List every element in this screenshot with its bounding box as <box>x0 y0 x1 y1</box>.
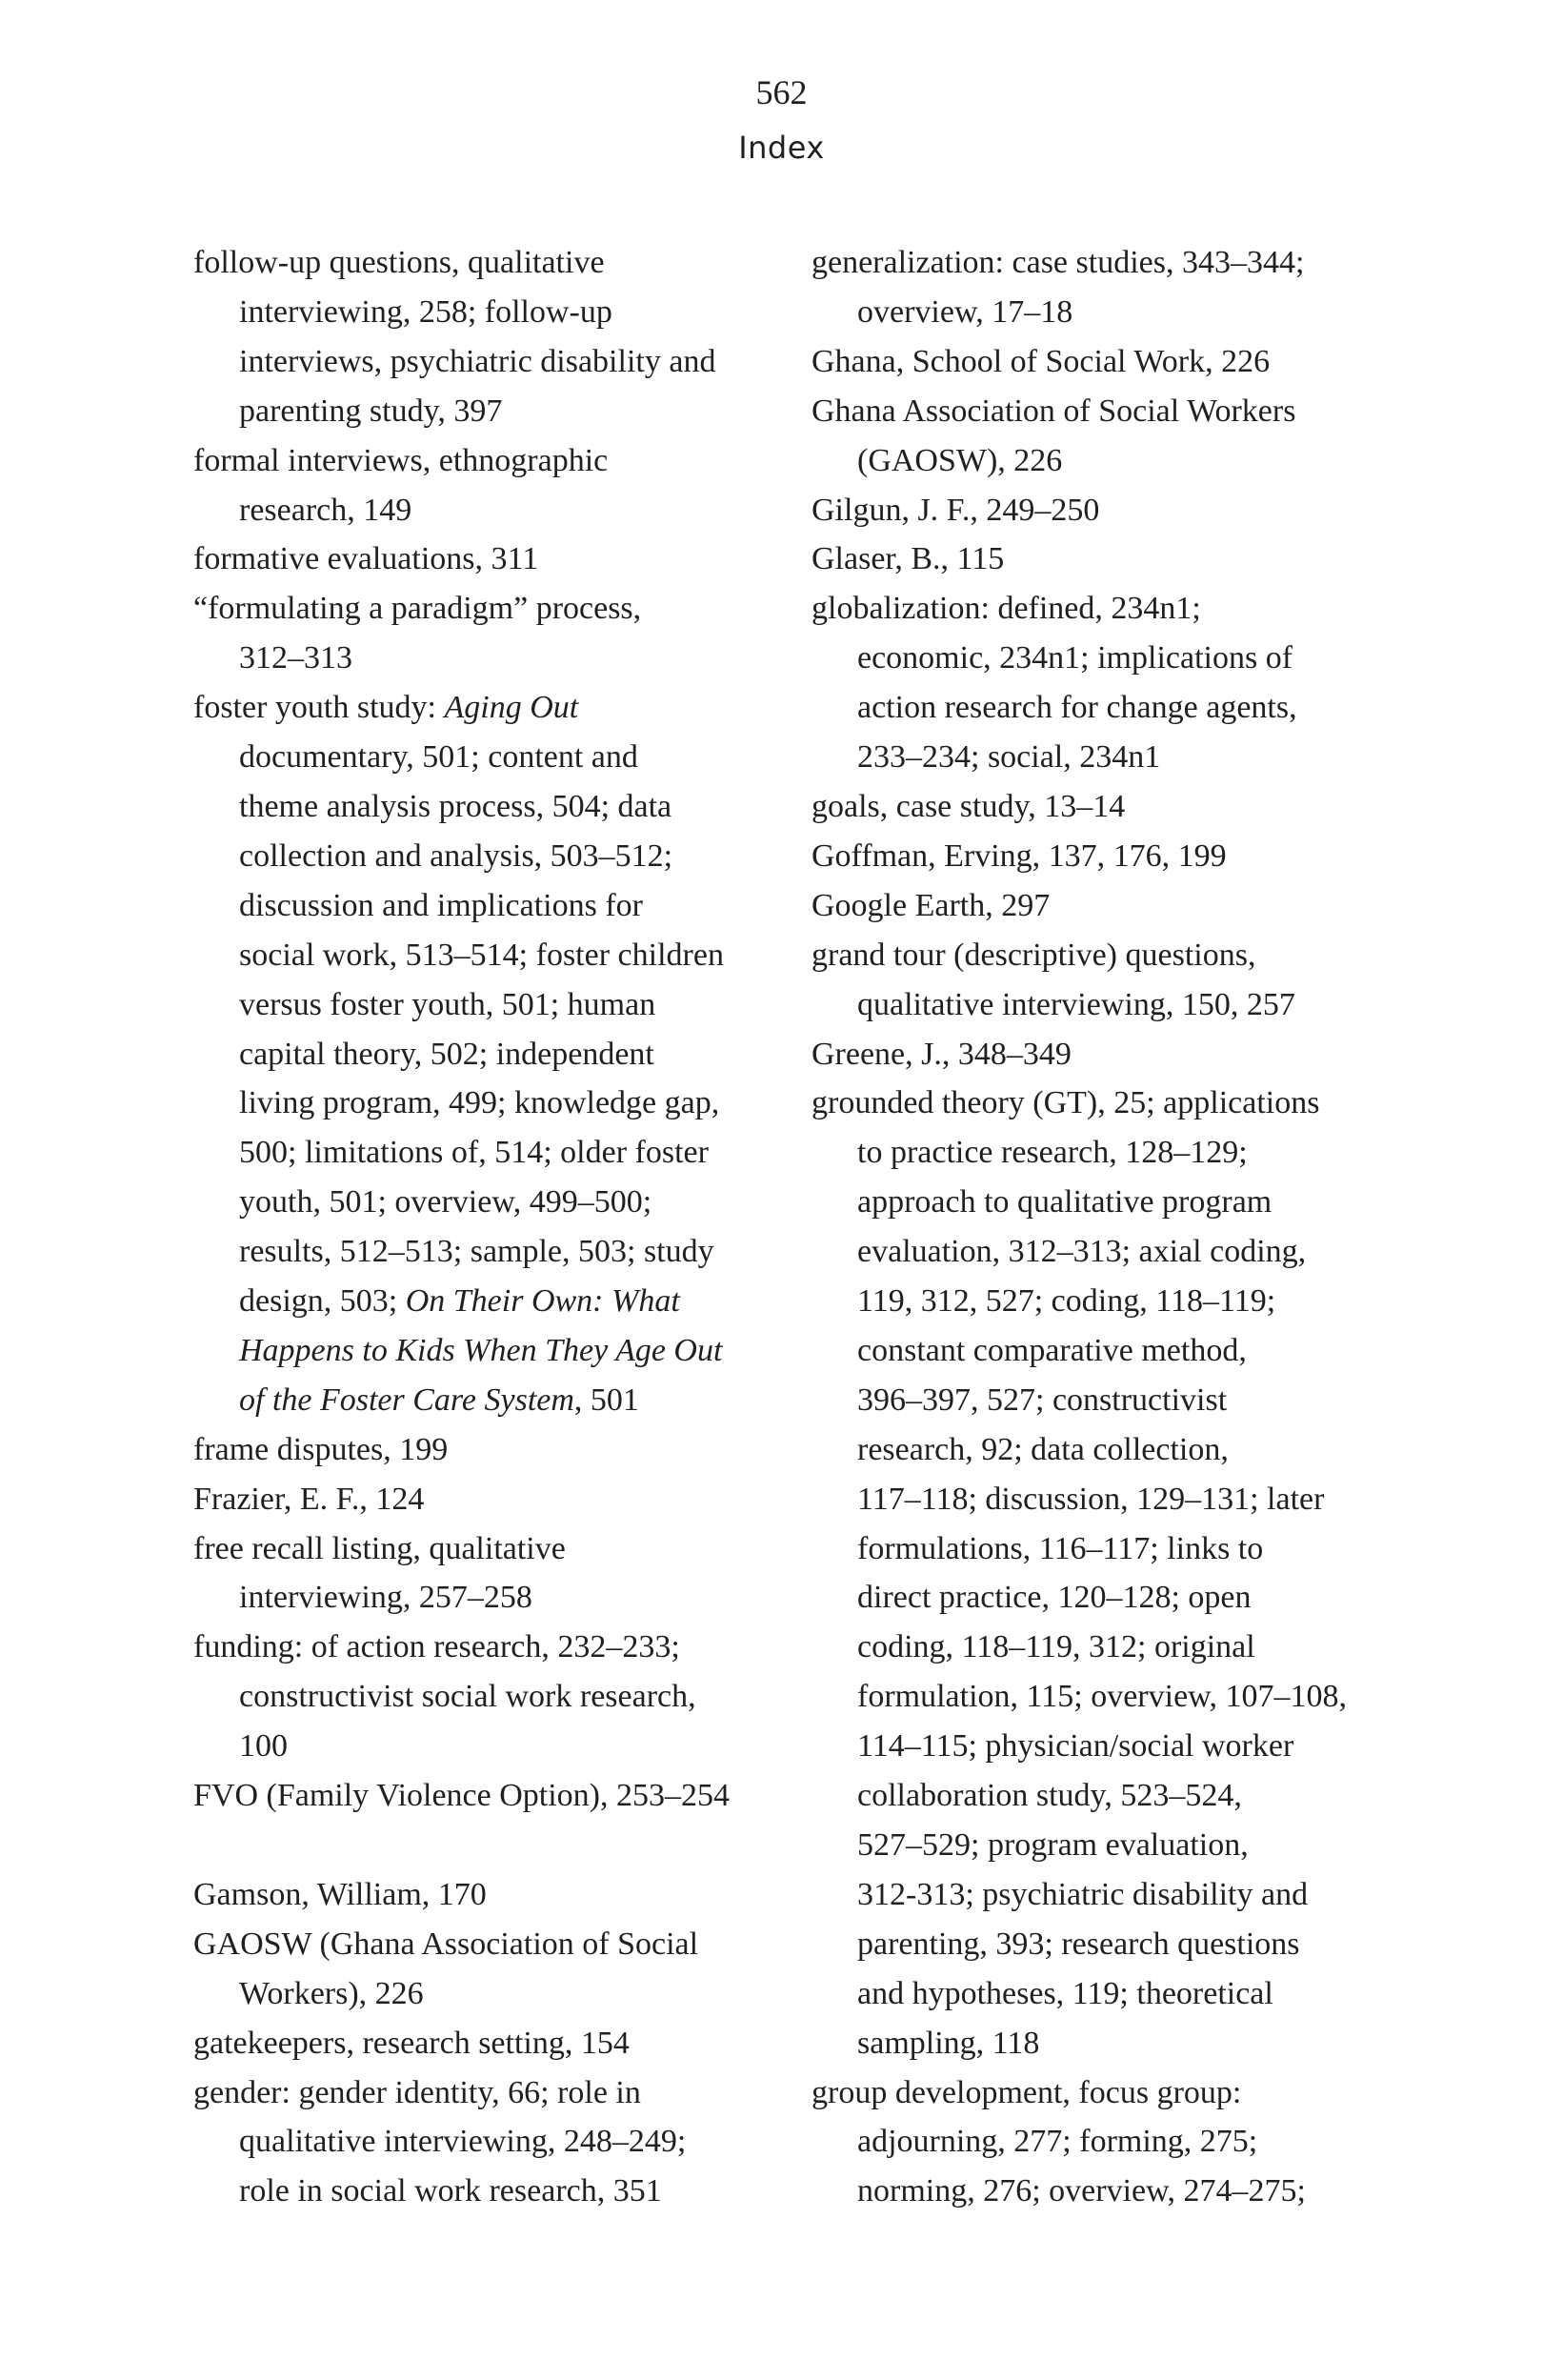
entry-line: versus foster youth, 501; human <box>239 986 656 1022</box>
index-entry-fvo <box>193 1771 803 1821</box>
entry-line: documentary, 501; content and <box>239 739 638 776</box>
index-entry-greene <box>812 1030 1421 1079</box>
italic-title: Aging Out <box>444 690 579 726</box>
entry-line: (GAOSW), 226 <box>857 442 1063 478</box>
index-entry-frazier <box>193 1475 803 1524</box>
entry-line: grand tour (descriptive) questions, <box>812 937 1256 973</box>
index-entry-google-earth <box>812 881 1421 931</box>
entry-line: formulations, 116–117; links to <box>857 1530 1264 1566</box>
entry-line: foster youth study: Aging Out <box>193 690 579 726</box>
index-column-left <box>193 238 803 2216</box>
index-entry-grounded-theory <box>812 1079 1421 2067</box>
index-column-right <box>812 238 1421 2216</box>
entry-line: Glaser, B., 115 <box>812 541 1005 577</box>
entry-line: youth, 501; overview, 499–500; <box>239 1184 652 1220</box>
running-head: Index <box>738 130 825 166</box>
entry-line: goals, case study, 13–14 <box>812 788 1126 824</box>
entry-line: 312–313 <box>239 640 352 676</box>
entry-line: adjourning, 277; forming, 275; <box>857 2124 1258 2160</box>
entry-line: research, 92; data collection, <box>857 1431 1229 1467</box>
entry-line: interviews, psychiatric disability and <box>239 343 716 379</box>
index-entry-generalization <box>812 238 1421 337</box>
entry-line: sampling, 118 <box>857 2025 1040 2061</box>
entry-line: generalization: case studies, 343–344; <box>812 245 1305 280</box>
entry-line: 312-313; psychiatric disability and <box>857 1876 1309 1912</box>
entry-line: action research for change agents, <box>857 690 1297 726</box>
entry-line: design, 503; On Their Own: What <box>239 1283 680 1320</box>
page-number: 562 <box>755 73 808 111</box>
entry-line: follow-up questions, qualitative <box>193 245 605 280</box>
index-entry-goals <box>812 782 1421 832</box>
index-entry-gilgun <box>812 486 1421 535</box>
entry-line: social work, 513–514; foster children <box>239 937 724 973</box>
entry-line <box>193 1326 803 1376</box>
entry-line: 119, 312, 527; coding, 118–119; <box>857 1283 1276 1320</box>
index-entry-ghana-association <box>812 387 1421 486</box>
entry-line: and hypotheses, 119; theoretical <box>857 1975 1273 2011</box>
entry-line: funding: of action research, 232–233; <box>193 1629 680 1665</box>
entry-line: parenting, 393; research questions <box>857 1926 1300 1962</box>
italic-title: Happens to Kids When They Age Out <box>239 1332 723 1368</box>
entry-line: interviewing, 257–258 <box>239 1580 532 1616</box>
entry-line: Workers), 226 <box>239 1975 424 2011</box>
entry-line: constructivist social work research, <box>239 1679 696 1715</box>
entry-line: Frazier, E. F., 124 <box>193 1481 425 1517</box>
entry-line: “formulating a paradigm” process, <box>193 591 642 627</box>
entry-line: globalization: defined, 234n1; <box>812 591 1201 627</box>
entry-line: Greene, J., 348–349 <box>812 1036 1072 1072</box>
entry-line: theme analysis process, 504; data <box>239 788 672 824</box>
entry-line: of the Foster Care System, 501 <box>239 1382 639 1418</box>
entry-line: gender: gender identity, 66; role in <box>193 2074 641 2110</box>
entry-line: formulation, 115; overview, 107–108, <box>857 1679 1348 1715</box>
index-entry-glaser <box>812 534 1421 584</box>
entry-line: 233–234; social, 234n1 <box>857 739 1161 776</box>
entry-line: group development, focus group: <box>812 2074 1242 2110</box>
index-entry-goffman <box>812 832 1421 881</box>
italic-title: of the Foster Care System <box>239 1382 574 1418</box>
entry-line: gatekeepers, research setting, 154 <box>193 2025 630 2061</box>
entry-line: to practice research, 128–129; <box>857 1135 1248 1171</box>
entry-line: 114–115; physician/social worker <box>857 1728 1294 1765</box>
index-entry-gatekeepers <box>193 2019 803 2068</box>
entry-line: living program, 499; knowledge gap, <box>239 1085 720 1121</box>
index-entry-ghana-school <box>812 337 1421 387</box>
entry-line: formal interviews, ethnographic <box>193 442 609 478</box>
entry-line: GAOSW (Ghana Association of Social <box>193 1926 699 1962</box>
entry-line: coding, 118–119, 312; original <box>857 1629 1255 1665</box>
entry-line: qualitative interviewing, 150, 257 <box>857 986 1295 1022</box>
entry-line: Goffman, Erving, 137, 176, 199 <box>812 837 1227 874</box>
entry-line: direct practice, 120–128; open <box>857 1580 1252 1616</box>
entry-line: Google Earth, 297 <box>812 887 1051 923</box>
entry-line: FVO (Family Violence Option), 253–254 <box>193 1778 731 1814</box>
entry-line: Gamson, William, 170 <box>193 1876 487 1912</box>
entry-line: results, 512–513; sample, 503; study <box>239 1234 714 1270</box>
entry-line: overview, 17–18 <box>857 293 1073 330</box>
entry-line: 500; limitations of, 514; older foster <box>239 1135 709 1171</box>
entry-line: Gilgun, J. F., 249–250 <box>812 492 1100 528</box>
index-entry-foster-youth-study <box>193 683 803 1425</box>
italic-title: On Their Own: What <box>405 1283 680 1320</box>
entry-line: collection and analysis, 503–512; <box>239 837 673 874</box>
entry-line: 527–529; program evaluation, <box>857 1827 1249 1863</box>
index-entry-follow-up-questions <box>193 238 803 436</box>
letter-section-gap <box>193 1821 803 1870</box>
index-entry-formal-interviews <box>193 436 803 535</box>
entry-line: constant comparative method, <box>857 1332 1247 1368</box>
entry-line: qualitative interviewing, 248–249; <box>239 2124 687 2160</box>
entry-line: approach to qualitative program <box>857 1184 1272 1220</box>
entry-line: discussion and implications for <box>239 887 644 923</box>
index-entry-formative-evaluations <box>193 534 803 584</box>
entry-line: evaluation, 312–313; axial coding, <box>857 1234 1307 1270</box>
entry-line: research, 149 <box>239 492 412 528</box>
entry-line: 396–397, 527; constructivist <box>857 1382 1228 1418</box>
index-entry-gaosw <box>193 1920 803 2019</box>
entry-line: norming, 276; overview, 274–275; <box>857 2173 1306 2209</box>
entry-line: 117–118; discussion, 129–131; later <box>857 1481 1325 1517</box>
index-entry-group-development <box>812 2068 1421 2217</box>
entry-line: formative evaluations, 311 <box>193 541 539 577</box>
entry-line: Ghana Association of Social Workers <box>812 393 1296 429</box>
index-entry-globalization <box>812 584 1421 782</box>
index-entry-gamson <box>193 1870 803 1920</box>
entry-line: interviewing, 258; follow-up <box>239 293 612 330</box>
entry-line: parenting study, 397 <box>239 393 503 429</box>
entry-line: capital theory, 502; independent <box>239 1036 654 1072</box>
entry-line: Ghana, School of Social Work, 226 <box>812 343 1271 379</box>
entry-line: 100 <box>239 1728 288 1765</box>
index-entry-gender <box>193 2068 803 2217</box>
entry-line: frame disputes, 199 <box>193 1431 449 1467</box>
index-entry-grand-tour <box>812 931 1421 1030</box>
entry-line: economic, 234n1; implications of <box>857 640 1293 676</box>
index-entry-formulating-a-paradigm <box>193 584 803 683</box>
entry-line: role in social work research, 351 <box>239 2173 662 2209</box>
index-entry-frame-disputes <box>193 1425 803 1475</box>
entry-line: collaboration study, 523–524, <box>857 1778 1242 1814</box>
entry-line: grounded theory (GT), 25; applications <box>812 1085 1320 1121</box>
index-entry-funding <box>193 1623 803 1771</box>
entry-line: free recall listing, qualitative <box>193 1530 566 1566</box>
index-entry-free-recall-listing <box>193 1524 803 1624</box>
